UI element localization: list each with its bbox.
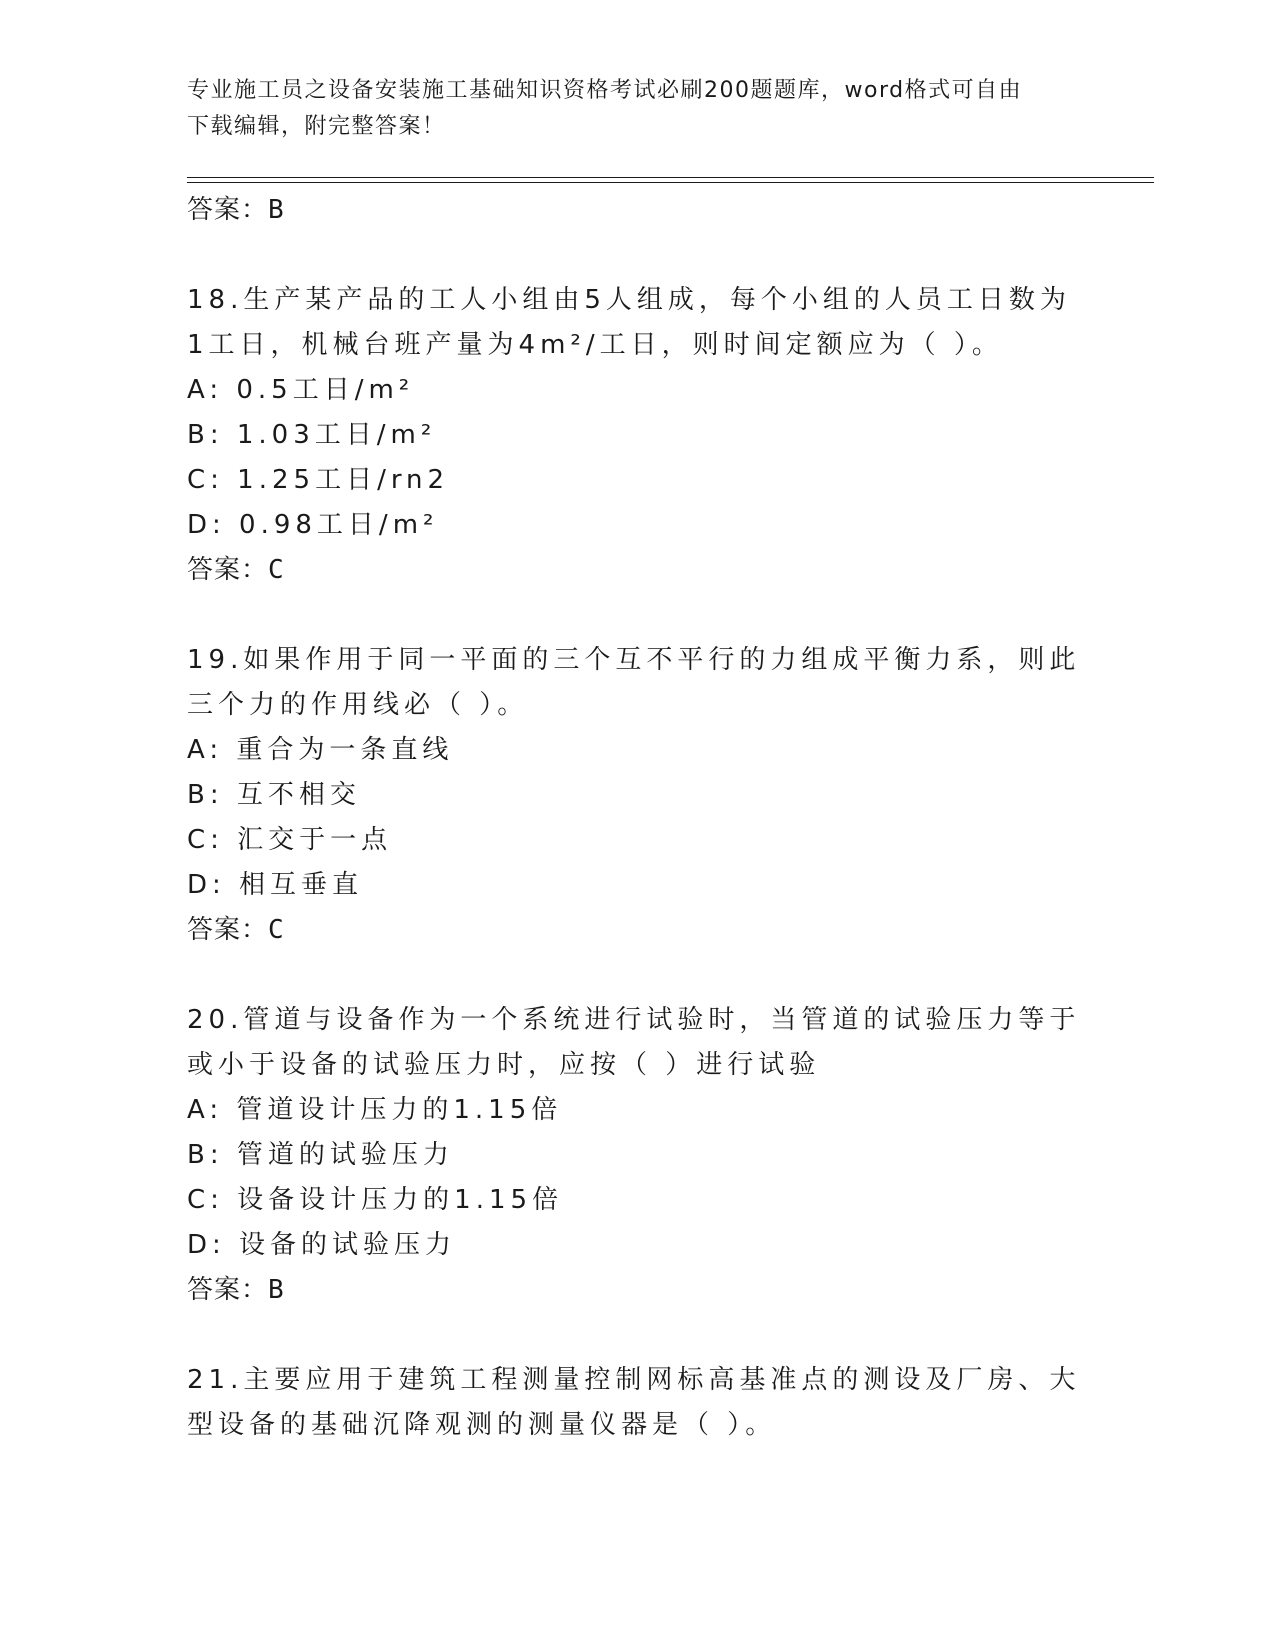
question-18-option-b: B: 1.03工日/m² [187,420,437,450]
question-18-option-d: D: 0.98工日/m² [187,510,439,540]
question-19-option-d: D: 相互垂直 [187,870,364,900]
header-line-2: 下载编辑，附完整答案！ [187,114,446,139]
answer-label: 答案： [187,555,269,585]
question-19-option-a: A: 重合为一条直线 [187,735,454,765]
question-21-text: 21.主要应用于建筑工程测量控制网标高基准点的测设及厂房、大型设备的基础沉降观测的测量仪器是（ ）。 [187,1365,1081,1440]
question-20-option-d: D: 设备的试验压力 [187,1230,457,1260]
question-18-option-c: C: 1.25工日/rn2 [187,465,450,495]
question-20-option-a: A: 管道设计压力的1.15倍 [187,1095,563,1125]
answer-label: 答案： [187,915,269,945]
question-20-option-b: B: 管道的试验压力 [187,1140,454,1170]
answer-value: C [268,915,285,945]
header-divider-bottom [187,182,1154,183]
question-19-answer [187,908,1087,953]
answer-value: B [268,195,285,225]
header-divider-top [187,177,1154,178]
previous-answer [187,188,1087,233]
question-18-answer [187,548,1087,593]
question-list [187,188,1087,1448]
answer-value: B [268,1275,285,1305]
question-19-option-b: B: 互不相交 [187,780,361,810]
answer-value: C [268,555,285,585]
answer-label: 答案： [187,1275,269,1305]
question-18-text: 18.生产某产品的工人小组由5人组成，每个小组的人员工日数为1工日，机械台班产量为4m²/工日，则时间定额应为（ ）。 [187,285,1071,360]
question-20-answer [187,1268,1087,1313]
header-line-1: 专业施工员之设备安装施工基础知识资格考试必刷200题题库，word格式可自由 [187,78,1023,103]
question-19-option-c: C: 汇交于一点 [187,825,393,855]
question-20-option-c: C: 设备设计压力的1.15倍 [187,1185,564,1215]
answer-label: 答案： [187,195,269,225]
question-20-text: 20.管道与设备作为一个系统进行试验时，当管道的试验压力等于或小于设备的试验压力时，应按（ ）进行试验 [187,1005,1081,1080]
question-19-text: 19.如果作用于同一平面的三个互不平行的力组成平衡力系，则此三个力的作用线必（ ）。 [187,645,1081,720]
document-header [187,73,1077,145]
question-18-option-a: A: 0.5工日/m² [187,375,415,405]
